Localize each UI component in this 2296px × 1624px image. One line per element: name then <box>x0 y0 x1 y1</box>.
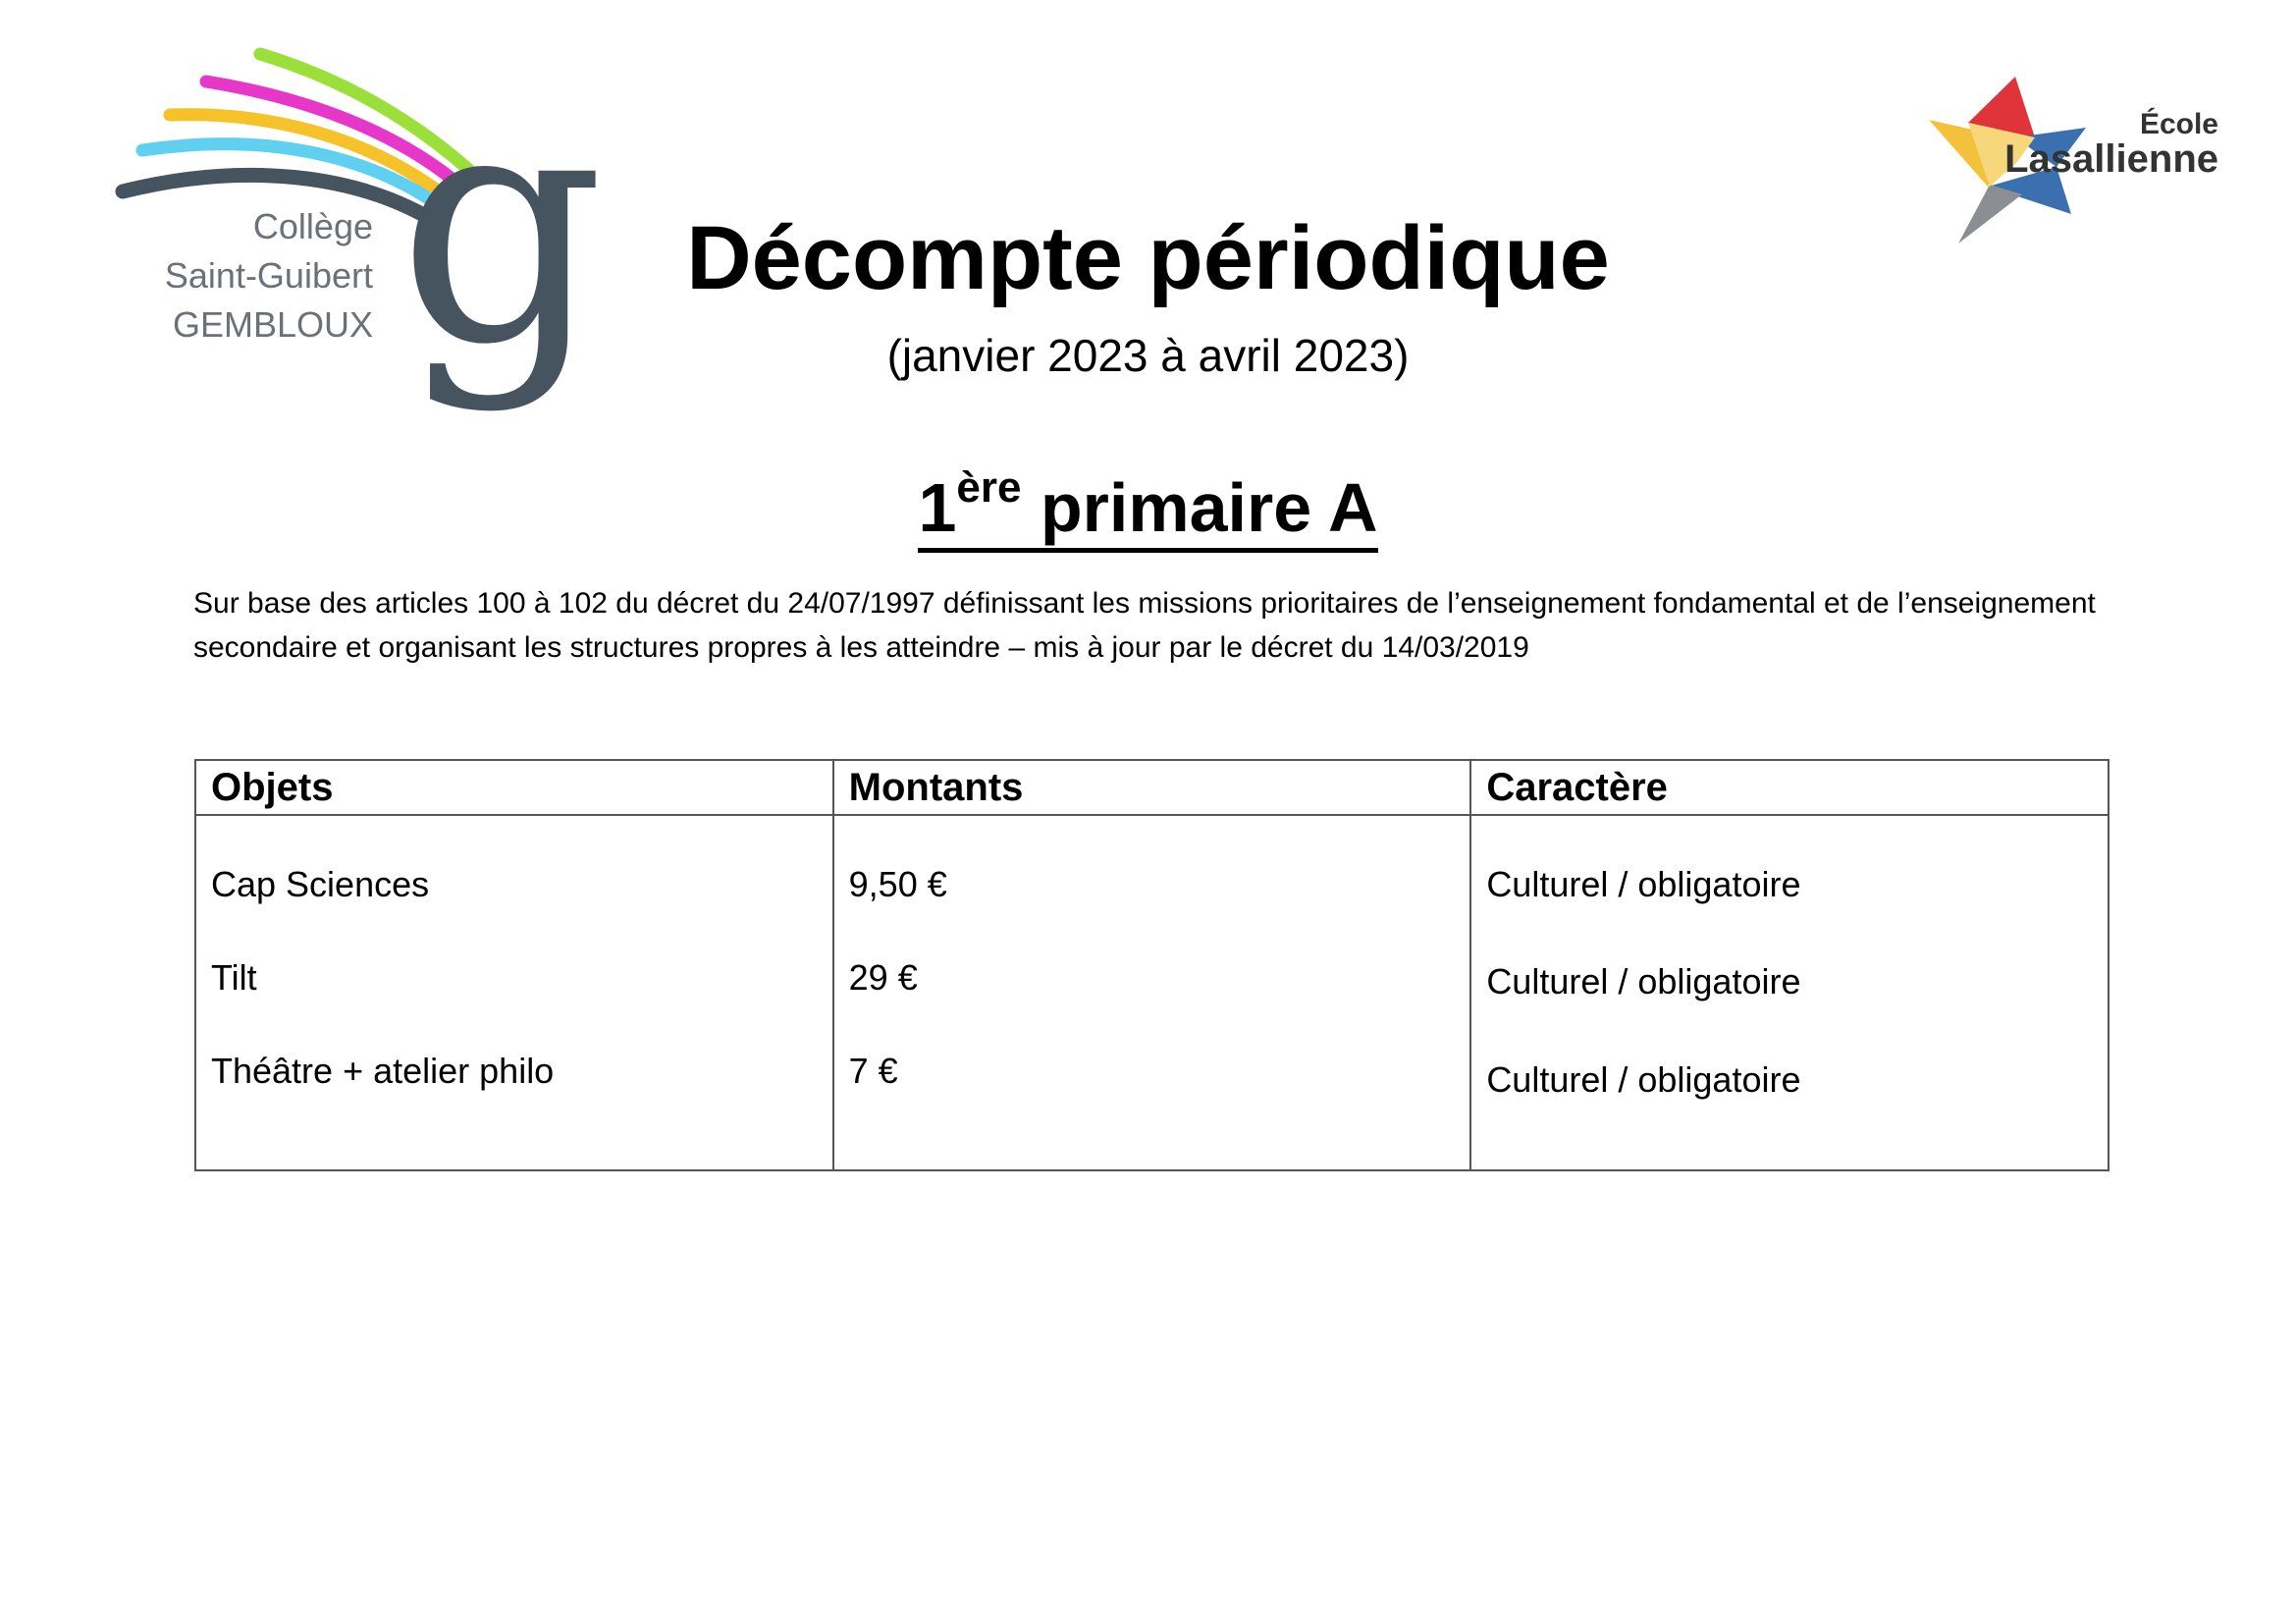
item-objet: Tilt <box>211 957 257 998</box>
class-heading <box>0 463 2296 553</box>
table-header-row <box>195 760 2109 815</box>
item-montant: 9,50 € <box>848 864 947 904</box>
logo-ecole: École <box>2139 108 2218 140</box>
table-row <box>195 815 2109 1170</box>
column-header-montants: Montants <box>833 760 1471 815</box>
item-caractere: Culturel / obligatoire <box>1486 961 1801 1001</box>
item-montant: 29 € <box>848 957 918 998</box>
logo-lasallienne: Lasallienne <box>2004 137 2218 181</box>
class-number: 1 <box>918 469 957 546</box>
logo-line-saint-guibert: Saint-Guibert <box>164 255 373 296</box>
document-period: (janvier 2023 à avril 2023) <box>886 330 1410 381</box>
item-caractere: Culturel / obligatoire <box>1486 864 1801 904</box>
column-header-caractere: Caractère <box>1470 760 2109 815</box>
item-objet: Théâtre + atelier philo <box>211 1051 555 1091</box>
logo-line-gembloux: GEMBLOUX <box>172 304 373 345</box>
caractere-cell <box>1470 815 2109 1170</box>
class-number-suffix: ère <box>956 463 1022 512</box>
class-heading-text <box>918 463 1378 553</box>
montants-cell <box>833 815 1471 1170</box>
item-montant: 7 € <box>848 1051 898 1091</box>
column-header-objets: Objets <box>195 760 833 815</box>
document-title: Décompte périodique <box>686 208 1610 308</box>
objets-cell <box>195 815 833 1170</box>
legal-basis-paragraph: Sur base des articles 100 à 102 du décret du 24/07/1997 définissant les missions prioritaires de l’enseignement fondamental et de l’enseignement secondaire et organisant les structures propres à les atteindre – mis à jour par le décret du 14/03/2019 <box>193 587 2096 664</box>
class-name: primaire A <box>1021 469 1378 546</box>
costs-table <box>194 759 2109 1171</box>
item-caractere: Culturel / obligatoire <box>1486 1059 1801 1100</box>
logo-line-college: Collège <box>252 206 373 246</box>
item-objet: Cap Sciences <box>211 864 430 904</box>
logo-monogram: g <box>398 38 606 415</box>
